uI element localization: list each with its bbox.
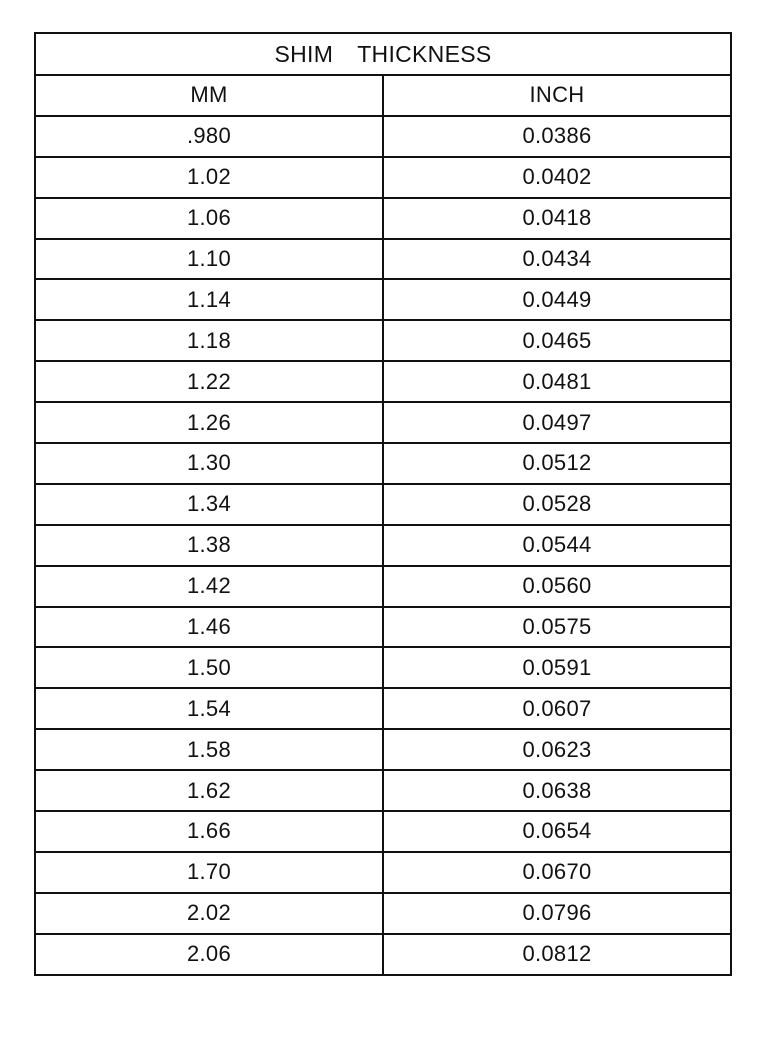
table-row [35,607,731,648]
inch-cell: 0.0512 [383,443,731,484]
table-row [35,852,731,893]
title-word-thickness: THICKNESS [357,40,492,67]
mm-cell: 1.10 [35,239,383,280]
mm-cell: 1.34 [35,484,383,525]
mm-cell: 1.42 [35,566,383,607]
table-row [35,770,731,811]
column-header-mm: MM [35,75,383,116]
table-row [35,934,731,975]
mm-cell: 1.22 [35,361,383,402]
table-row [35,320,731,361]
table-row [35,279,731,320]
mm-cell: 1.70 [35,852,383,893]
mm-cell: 1.62 [35,770,383,811]
mm-cell: 1.66 [35,811,383,852]
inch-cell: 0.0638 [383,770,731,811]
mm-cell: 1.30 [35,443,383,484]
table-title [35,33,731,75]
inch-cell: 0.0607 [383,688,731,729]
table-row [35,893,731,934]
table-row [35,566,731,607]
inch-cell: 0.0528 [383,484,731,525]
table-row [35,688,731,729]
inch-cell: 0.0418 [383,198,731,239]
table-row [35,402,731,443]
table-row [35,811,731,852]
table-row [35,361,731,402]
inch-cell: 0.0481 [383,361,731,402]
inch-cell: 0.0591 [383,647,731,688]
mm-cell: .980 [35,116,383,157]
column-header-inch: INCH [383,75,731,116]
table-title-row [35,33,731,75]
inch-cell: 0.0465 [383,320,731,361]
inch-cell: 0.0560 [383,566,731,607]
table-row [35,729,731,770]
mm-cell: 1.50 [35,647,383,688]
inch-cell: 0.0386 [383,116,731,157]
inch-cell: 0.0654 [383,811,731,852]
mm-cell: 1.14 [35,279,383,320]
table-row [35,484,731,525]
inch-cell: 0.0670 [383,852,731,893]
inch-cell: 0.0544 [383,525,731,566]
table-row [35,157,731,198]
inch-cell: 0.0497 [383,402,731,443]
table-row [35,647,731,688]
mm-cell: 1.54 [35,688,383,729]
inch-cell: 0.0434 [383,239,731,280]
table-row [35,239,731,280]
mm-cell: 2.02 [35,893,383,934]
inch-cell: 0.0449 [383,279,731,320]
title-word-shim: SHIM [274,40,334,67]
table-body [35,116,731,975]
inch-cell: 0.0402 [383,157,731,198]
shim-thickness-table [34,32,732,976]
mm-cell: 2.06 [35,934,383,975]
inch-cell: 0.0796 [383,893,731,934]
table-row [35,443,731,484]
table-row [35,198,731,239]
table-row [35,116,731,157]
table-row [35,525,731,566]
inch-cell: 0.0812 [383,934,731,975]
mm-cell: 1.06 [35,198,383,239]
mm-cell: 1.58 [35,729,383,770]
mm-cell: 1.26 [35,402,383,443]
mm-cell: 1.38 [35,525,383,566]
inch-cell: 0.0623 [383,729,731,770]
mm-cell: 1.02 [35,157,383,198]
mm-cell: 1.18 [35,320,383,361]
inch-cell: 0.0575 [383,607,731,648]
mm-cell: 1.46 [35,607,383,648]
column-header-row [35,75,731,116]
